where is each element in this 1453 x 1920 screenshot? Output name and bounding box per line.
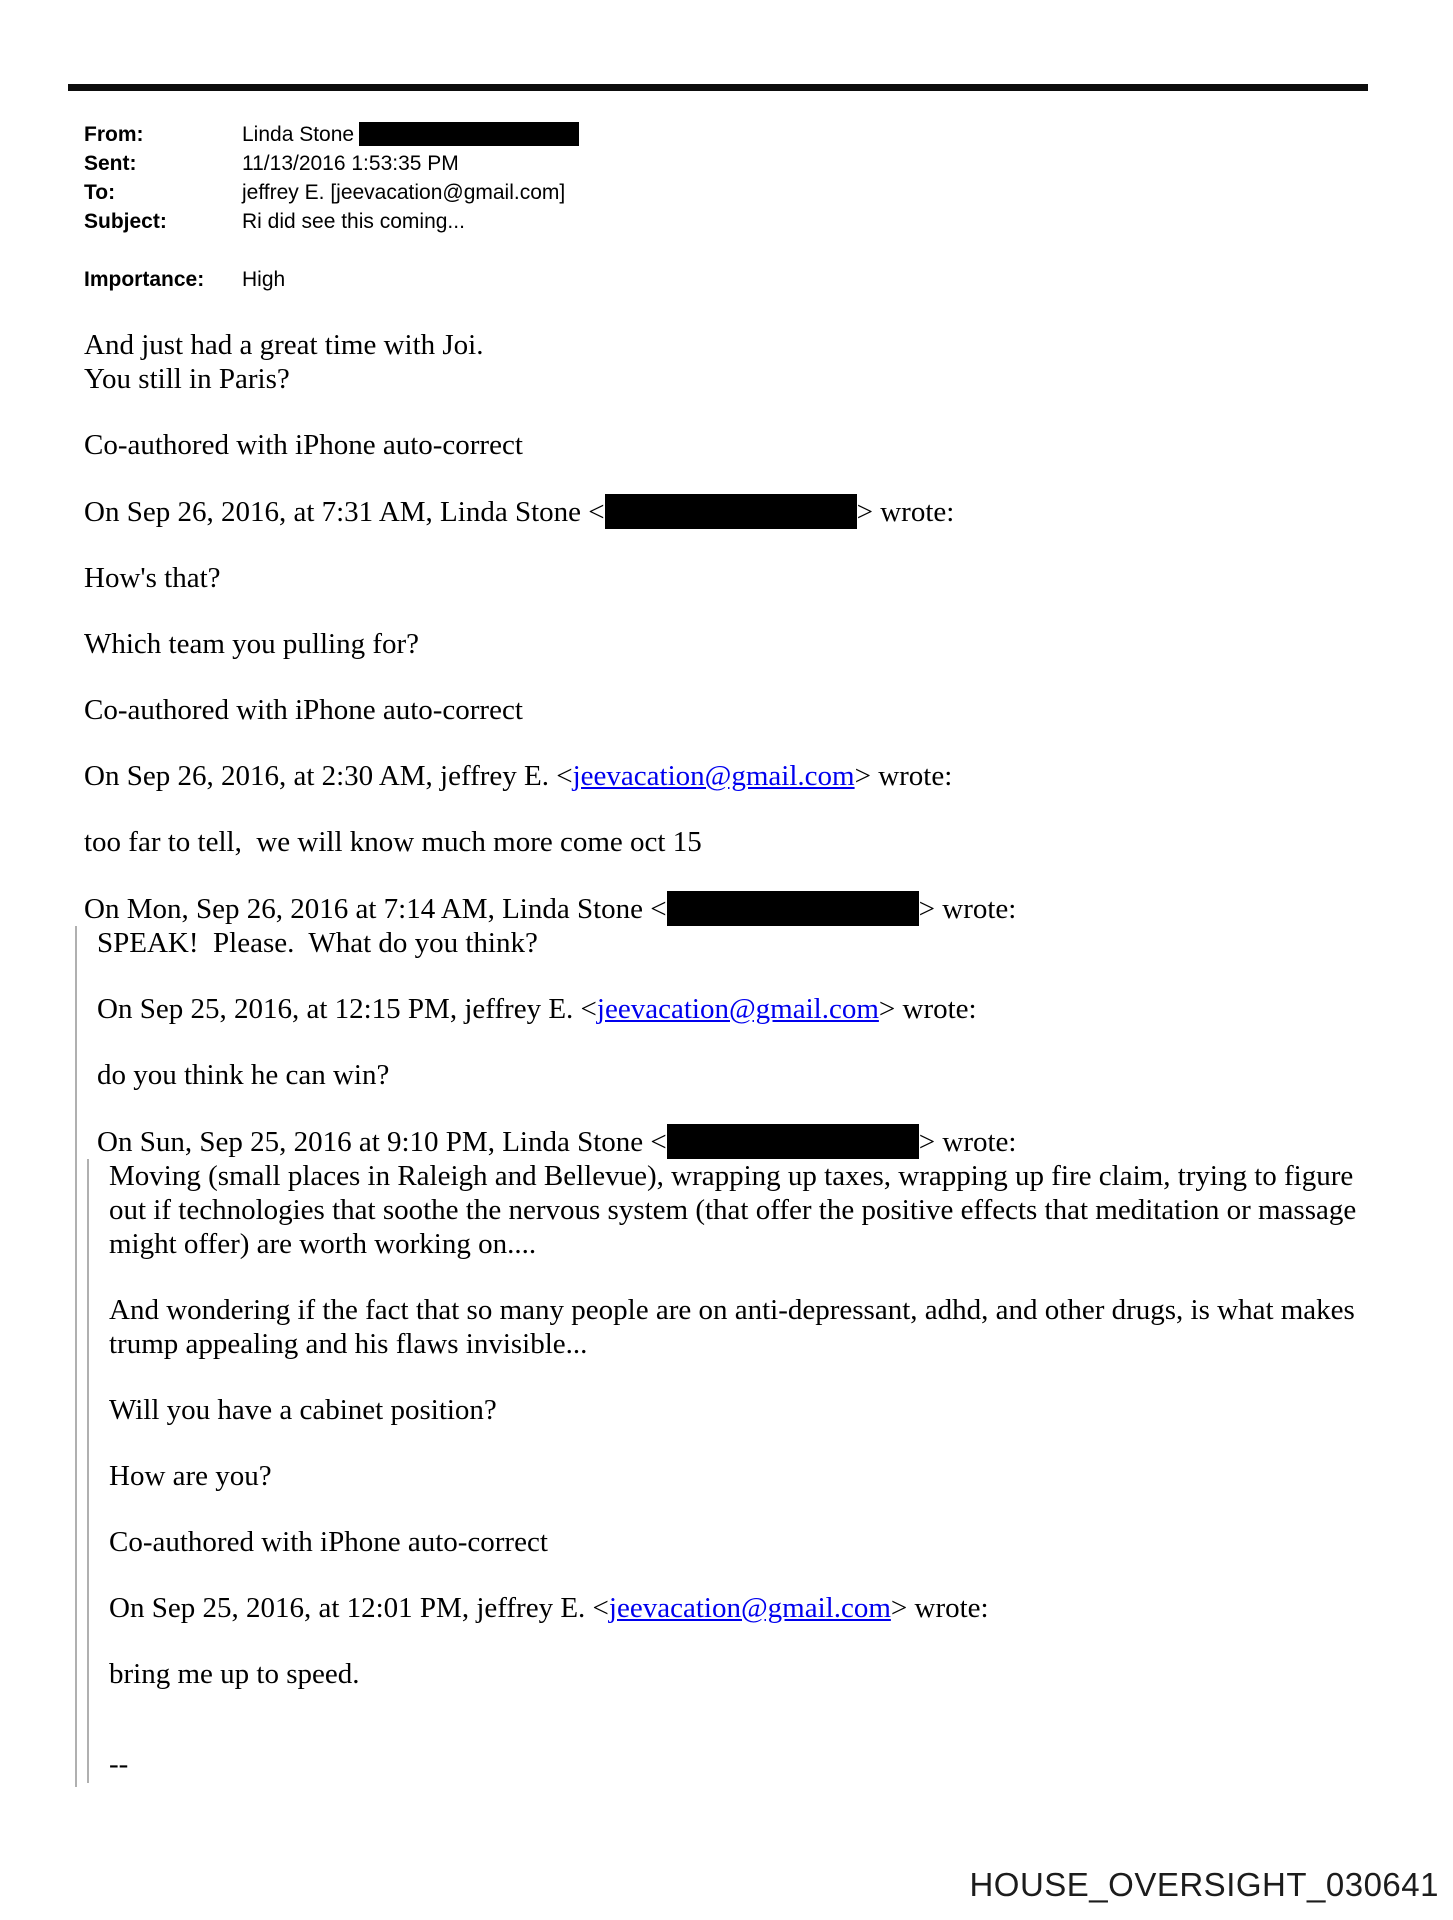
quote-attribution: On Sep 26, 2016, at 7:31 AM, Linda Stone < > wrote: (84, 496, 955, 528)
signature-separator: -- (109, 1748, 129, 1780)
email-paragraph: SPEAK! Please. What do you think? (97, 927, 538, 959)
header-row-subject (84, 207, 579, 236)
email-address-link: jeevacation@gmail.com (608, 1592, 891, 1624)
from-value (242, 120, 579, 149)
email-paragraph: Will you have a cabinet position? (109, 1394, 497, 1426)
from-label: From: (84, 123, 144, 146)
quote-attribution: On Mon, Sep 26, 2016 at 7:14 AM, Linda Stone < > wrote: (84, 893, 1017, 925)
email-body (0, 296, 1453, 1787)
subject-value: Ri did see this coming... (242, 210, 465, 233)
bates-number: HOUSE_OVERSIGHT_030641 (969, 1866, 1439, 1903)
to-value: jeffrey E. [jeevacation@gmail.com] (242, 181, 566, 204)
email-paragraph: do you think he can win? (97, 1059, 390, 1091)
to-label: To: (84, 181, 116, 204)
quoted-message-level-2 (87, 1159, 1453, 1783)
quote-attribution: On Sep 25, 2016, at 12:15 PM, jeffrey E. <jeevacation@gmail.com> wrote: (97, 993, 977, 1025)
email-paragraph: Co-authored with iPhone auto-correct (84, 429, 523, 461)
sent-value: 11/13/2016 1:53:35 PM (242, 152, 459, 175)
redaction-bar (359, 122, 579, 146)
email-paragraph: And wondering if the fact that so many people are on anti-depressant, adhd, and other drugs, is what makes trump appealing and his flaws invisible... (109, 1294, 1355, 1360)
email-paragraph: too far to tell, we will know much more come oct 15 (84, 826, 702, 858)
redaction-bar (667, 1124, 919, 1159)
email-address-link: jeevacation@gmail.com (596, 993, 879, 1025)
quote-attribution: On Sep 25, 2016, at 12:01 PM, jeffrey E. <jeevacation@gmail.com> wrote: (109, 1592, 989, 1624)
email-paragraph: How are you? (109, 1460, 272, 1492)
email-address-link: jeevacation@gmail.com (572, 760, 855, 792)
quoted-message-level-1 (75, 926, 1453, 1787)
email-paragraph: bring me up to speed. (109, 1658, 360, 1690)
importance-value: High (242, 268, 286, 291)
header-row-from (84, 120, 579, 149)
redaction-bar (605, 494, 857, 529)
email-header (84, 120, 579, 294)
email-paragraph: Co-authored with iPhone auto-correct (109, 1526, 548, 1558)
quote-attribution: On Sep 26, 2016, at 2:30 AM, jeffrey E. <jeevacation@gmail.com> wrote: (84, 760, 953, 792)
sent-label: Sent: (84, 152, 137, 175)
email-paragraph: And just had a great time with Joi. You still in Paris? (84, 329, 484, 395)
header-row-importance (84, 265, 579, 294)
email-paragraph: Co-authored with iPhone auto-correct (84, 694, 523, 726)
email-paragraph: Moving (small places in Raleigh and Bellevue), wrapping up taxes, wrapping up fire claim, trying to figure out if technologies that soothe the nervous system (that offer the positive effects that meditation or massage might offer) are worth working on.... (109, 1160, 1357, 1260)
subject-label: Subject: (84, 210, 167, 233)
importance-label: Importance: (84, 268, 205, 291)
header-row-to (84, 178, 579, 207)
redaction-bar (667, 891, 919, 926)
header-divider-rule (68, 84, 1368, 91)
header-row-sent (84, 149, 579, 178)
quote-attribution: On Sun, Sep 25, 2016 at 9:10 PM, Linda Stone < > wrote: (97, 1126, 1017, 1158)
sender-name: Linda Stone (242, 123, 355, 146)
email-paragraph: Which team you pulling for? (84, 628, 420, 660)
email-paragraph: How's that? (84, 562, 221, 594)
